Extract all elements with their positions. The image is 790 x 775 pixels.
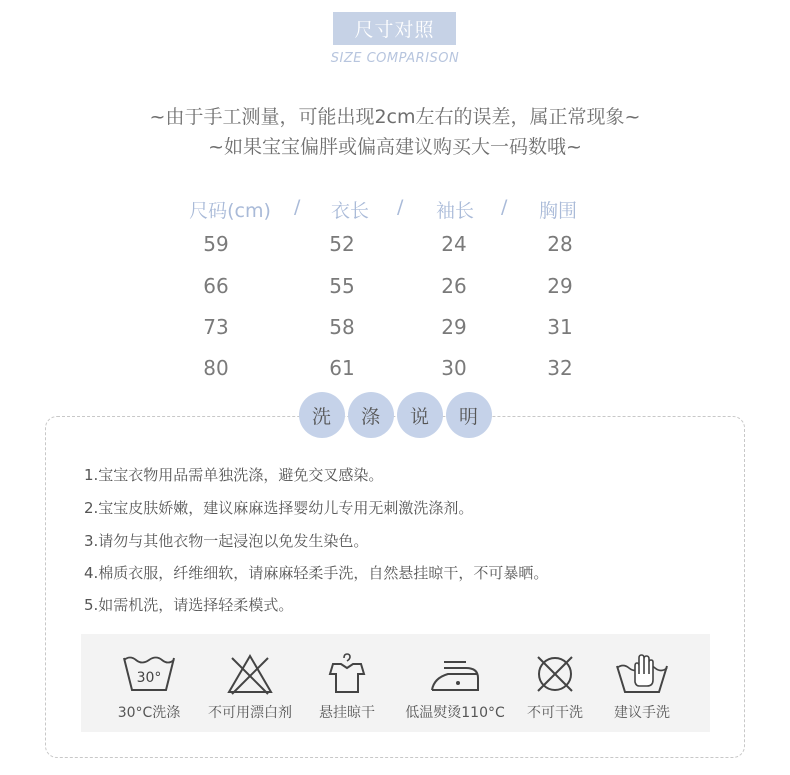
section-title-size bbox=[333, 12, 456, 45]
table-cell: 29 bbox=[441, 315, 467, 339]
measurement-note: ~由于手工测量，可能出现2cm左右的误差，属正常现象~ bbox=[149, 106, 641, 128]
hang-dry-icon bbox=[318, 652, 376, 696]
table-cell: 32 bbox=[547, 356, 573, 380]
care-item-hang-dry bbox=[292, 652, 402, 722]
section-subtitle: SIZE COMPARISON bbox=[330, 51, 460, 66]
care-item-hand-wash bbox=[587, 652, 697, 722]
wash-temperature-text: 30° bbox=[136, 670, 162, 686]
table-cell: 73 bbox=[203, 315, 229, 339]
instruction-item: 5.如需机洗，请选择轻柔模式。 bbox=[84, 596, 294, 614]
care-item-wash-30 bbox=[94, 652, 204, 722]
table-cell: 66 bbox=[203, 274, 229, 298]
header-chest: 胸围 bbox=[538, 200, 577, 222]
table-cell: 59 bbox=[203, 232, 229, 256]
washing-title-char: 说 bbox=[397, 392, 443, 438]
size-advice-note: ~如果宝宝偏胖或偏高建议购买大一码数哦~ bbox=[208, 136, 582, 158]
care-label: 低温熨烫110°C bbox=[405, 705, 505, 721]
washing-title-char: 明 bbox=[446, 392, 492, 438]
header-separator: / bbox=[294, 196, 301, 218]
section-title-washing bbox=[0, 392, 790, 438]
table-cell: 30 bbox=[441, 356, 467, 380]
no-bleach-icon bbox=[221, 652, 279, 696]
table-cell: 58 bbox=[329, 315, 355, 339]
header-size: 尺码(cm) bbox=[189, 200, 271, 222]
washing-title-char: 涤 bbox=[348, 392, 394, 438]
hand-wash-icon bbox=[613, 652, 671, 696]
table-cell: 61 bbox=[329, 356, 355, 380]
table-cell: 55 bbox=[329, 274, 355, 298]
header-separator: / bbox=[501, 196, 508, 218]
header-separator: / bbox=[397, 196, 404, 218]
iron-low-icon bbox=[426, 652, 484, 696]
header-sleeve: 袖长 bbox=[435, 200, 474, 222]
table-cell: 29 bbox=[547, 274, 573, 298]
section-title-text: 尺寸对照 bbox=[354, 19, 435, 41]
care-item-iron bbox=[400, 652, 510, 722]
table-cell: 28 bbox=[547, 232, 573, 256]
care-item-no-bleach bbox=[195, 652, 305, 722]
no-dry-clean-icon bbox=[526, 652, 584, 696]
table-cell: 52 bbox=[329, 232, 355, 256]
washing-title-char: 洗 bbox=[299, 392, 345, 438]
instruction-item: 1.宝宝衣物用品需单独洗涤，避免交叉感染。 bbox=[84, 466, 384, 484]
table-cell: 26 bbox=[441, 274, 467, 298]
care-label: 不可用漂白剂 bbox=[208, 705, 292, 721]
care-label: 30°C洗涤 bbox=[117, 705, 181, 721]
wash-30-icon bbox=[120, 652, 178, 696]
instruction-item: 4.棉质衣服，纤维细软，请麻麻轻柔手洗，自然悬挂晾干，不可暴晒。 bbox=[84, 564, 549, 582]
instruction-item: 2.宝宝皮肤娇嫩，建议麻麻选择婴幼儿专用无刺激洗涤剂。 bbox=[84, 499, 474, 517]
table-cell: 31 bbox=[547, 315, 573, 339]
header-length: 衣长 bbox=[330, 200, 369, 222]
care-label: 不可干洗 bbox=[527, 705, 583, 721]
table-cell: 80 bbox=[203, 356, 229, 380]
care-label: 悬挂晾干 bbox=[319, 705, 375, 721]
instruction-item: 3.请勿与其他衣物一起浸泡以免发生染色。 bbox=[84, 532, 369, 550]
table-cell: 24 bbox=[441, 232, 467, 256]
care-icons-panel bbox=[81, 634, 710, 732]
care-label: 建议手洗 bbox=[614, 705, 670, 721]
